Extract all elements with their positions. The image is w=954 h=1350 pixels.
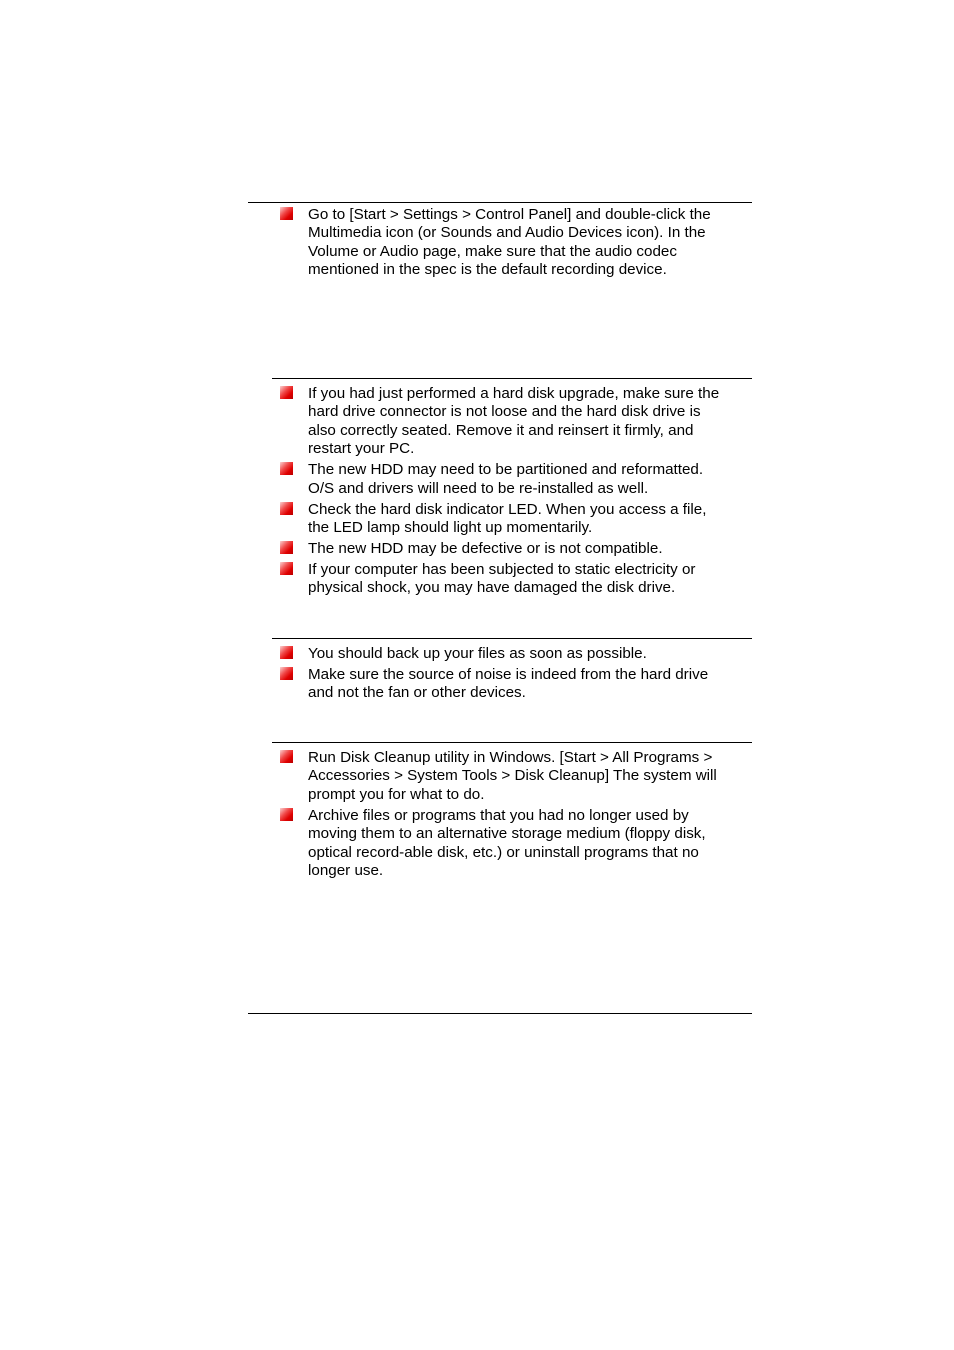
list-item-text: The new HDD may be defective or is not compatible. xyxy=(308,540,663,558)
list-item-text: Make sure the source of noise is indeed from the hard drive and not the fan or other devices. xyxy=(308,666,709,702)
list-item xyxy=(280,666,750,703)
list-item-text: If your computer has been subjected to static electricity or physical shock, you may have damaged the disk drive. xyxy=(308,561,696,597)
section-hard-disk xyxy=(280,385,750,600)
list-item xyxy=(280,807,750,881)
red-square-bullet-icon xyxy=(280,502,293,515)
top-rule xyxy=(248,202,752,203)
list-item xyxy=(280,645,750,663)
list-item-text: Check the hard disk indicator LED. When you access a file, the LED lamp should light up momentarily. xyxy=(308,500,707,537)
list-item xyxy=(280,561,750,598)
section-divider xyxy=(272,378,752,379)
list-item-text: Archive files or programs that you had no longer used by moving them to an alternative storage medium (floppy disk, optical record-able disk, etc.) or uninstall programs that no longer use. xyxy=(308,806,706,880)
section-divider xyxy=(272,638,752,639)
list-item xyxy=(280,385,750,459)
red-square-bullet-icon xyxy=(280,808,293,821)
section-hard-drive-noise xyxy=(280,645,750,705)
list-item xyxy=(280,501,750,538)
list-item xyxy=(280,540,750,558)
red-square-bullet-icon xyxy=(280,386,293,399)
red-square-bullet-icon xyxy=(280,541,293,554)
list-item-text: Go to [Start > Settings > Control Panel] and double-click the Multimedia icon (or Sounds and Audio Devices icon). In the Volume or Audio page, make sure that the audio codec mentioned in the spec is the default recording device. xyxy=(308,206,711,279)
red-square-bullet-icon xyxy=(280,646,293,659)
red-square-bullet-icon xyxy=(280,462,293,475)
list-item-text: You should back up your files as soon as possible. xyxy=(308,645,647,662)
red-square-bullet-icon xyxy=(280,207,293,220)
list-item xyxy=(280,461,750,498)
section-audio-recording xyxy=(280,206,750,282)
red-square-bullet-icon xyxy=(280,667,293,680)
red-square-bullet-icon xyxy=(280,750,293,763)
section-disk-space xyxy=(280,749,750,883)
list-item-text: If you had just performed a hard disk upgrade, make sure the hard drive connector is not loose and the hard disk drive is also correctly seated. Remove it and reinsert it firmly, and restart your PC. xyxy=(308,385,720,458)
list-item xyxy=(280,206,750,280)
list-item-text: Run Disk Cleanup utility in Windows. [Start > All Programs > Accessories > System Tools > Disk Cleanup] The system will prompt you for what to do. xyxy=(308,749,717,803)
red-square-bullet-icon xyxy=(280,562,293,575)
list-item xyxy=(280,749,750,804)
bottom-rule xyxy=(248,1013,752,1014)
list-item-text: The new HDD may need to be partitioned and reformatted. O/S and drivers will need to be re-installed as well. xyxy=(308,461,704,497)
section-divider xyxy=(272,742,752,743)
